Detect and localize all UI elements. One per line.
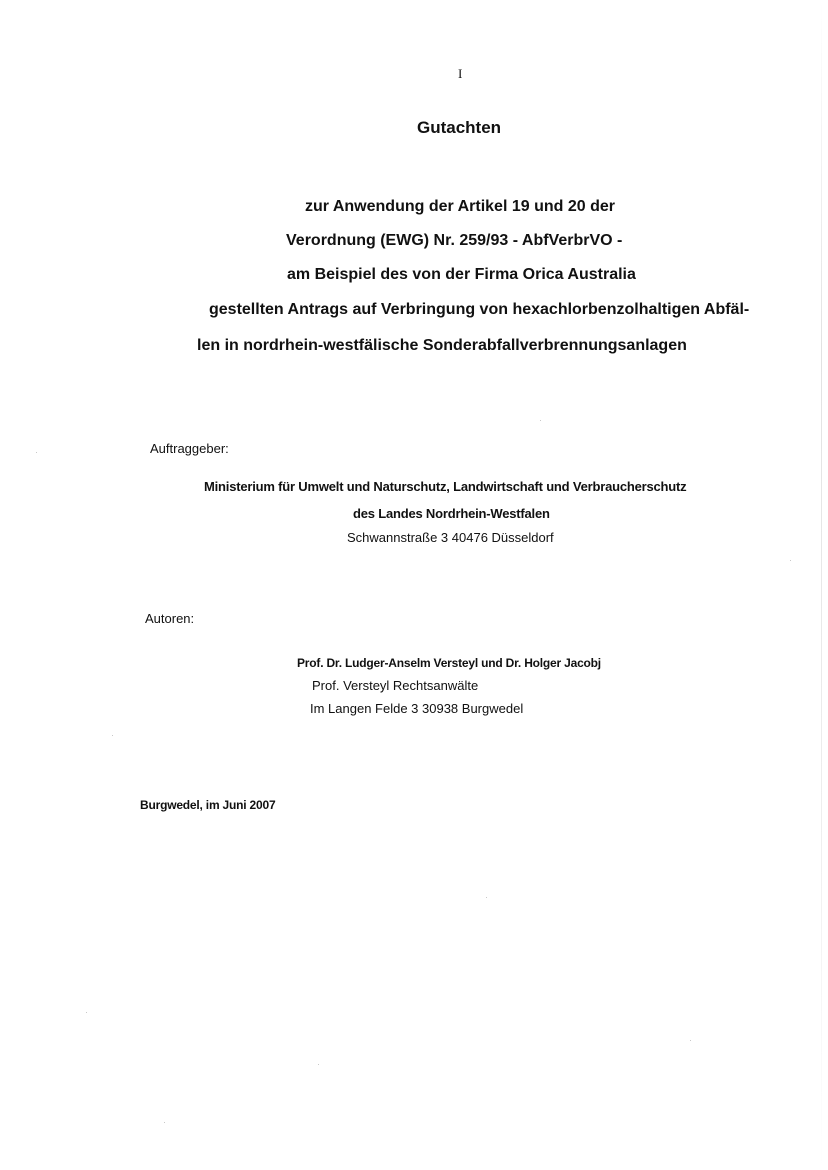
subject-line: len in nordrhein-westfälische Sonderabfallverbrennungsanlagen [197,337,687,354]
subject-line: Verordnung (EWG) Nr. 259/93 - AbfVerbrVO - [286,232,623,249]
page-number: I [458,66,463,81]
document-title: Gutachten [417,118,502,137]
author-address: Im Langen Felde 3 30938 Burgwedel [310,701,524,716]
client-label: Auftraggeber: [150,441,229,456]
client-address: Schwannstraße 3 40476 Düsseldorf [347,530,554,545]
author-names: Prof. Dr. Ludger-Anselm Versteyl und Dr. Holger Jacobj [297,656,601,670]
scan-speck [486,897,487,898]
client-organization: Ministerium für Umwelt und Naturschutz, Landwirtschaft und Verbraucherschutz [204,479,687,494]
scan-speck [164,1122,165,1123]
scan-speck [318,1064,319,1065]
scan-speck [36,452,37,453]
subject-line: am Beispiel des von der Firma Orica Australia [287,266,636,283]
subject-line: zur Anwendung der Artikel 19 und 20 der [305,198,615,215]
authors-label: Autoren: [145,611,195,626]
scan-speck [790,560,791,561]
author-firm: Prof. Versteyl Rechtsanwälte [312,678,479,693]
scan-speck [690,1040,691,1041]
subject-line: gestellten Antrags auf Verbringung von hexachlorbenzolhaltigen Abfäl- [209,301,750,318]
scan-speck [540,420,541,421]
place-and-date: Burgwedel, im Juni 2007 [140,798,276,812]
scan-speck [112,735,113,736]
scan-speck [86,1012,87,1013]
client-organization-state: des Landes Nordrhein-Westfalen [353,506,550,521]
scan-edge-line [821,0,822,1170]
